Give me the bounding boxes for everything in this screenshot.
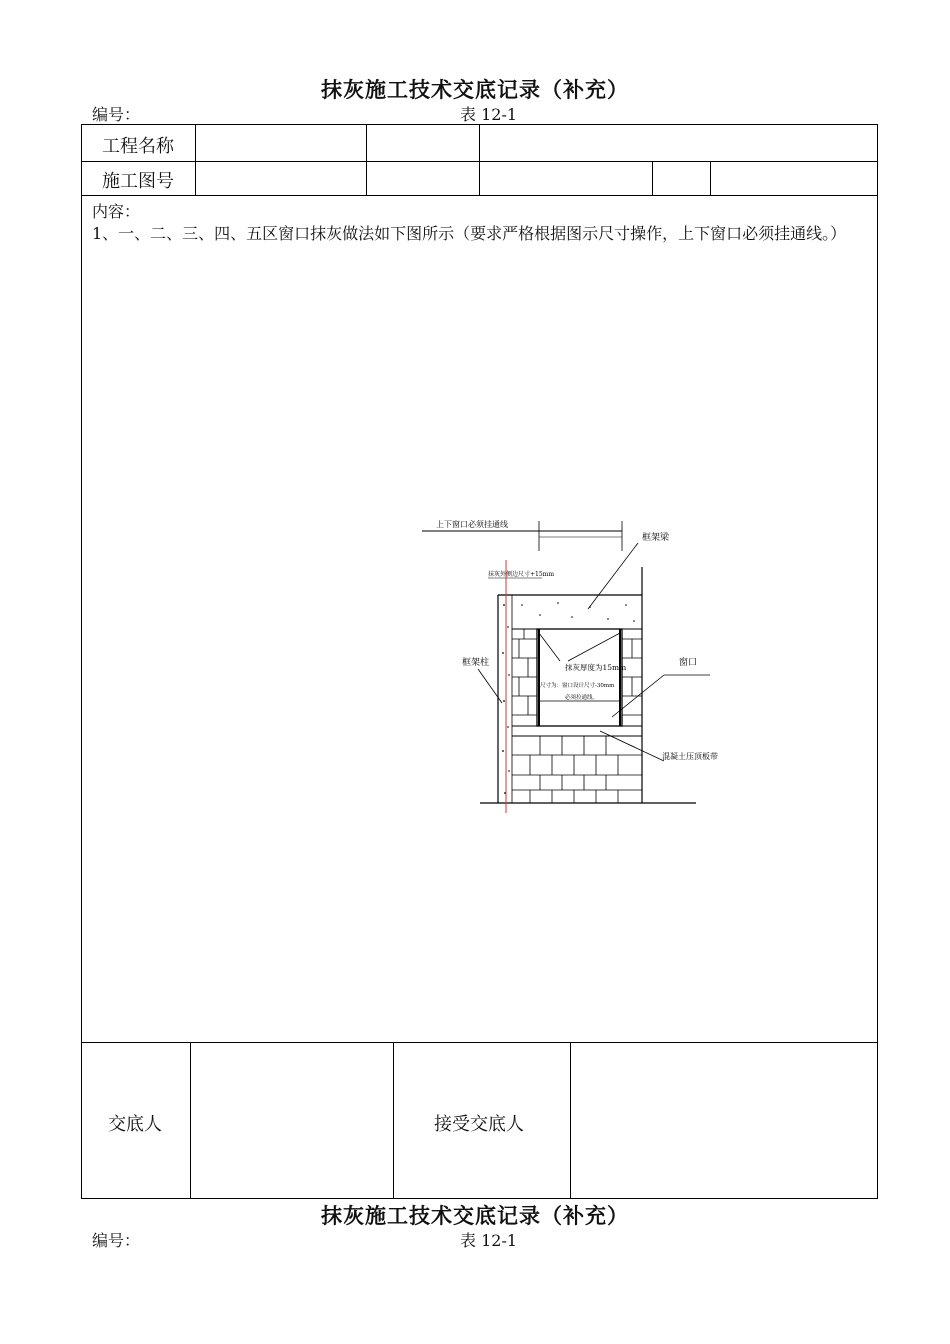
column-divider bbox=[652, 161, 653, 195]
row-divider bbox=[82, 195, 877, 196]
label-band: 混凝土压顶板带 bbox=[662, 752, 718, 761]
drawing-number-label: 施工图号 bbox=[102, 171, 174, 192]
concrete-beam bbox=[521, 602, 635, 622]
window-opening bbox=[537, 629, 622, 726]
column-divider bbox=[195, 125, 196, 195]
note-size-line1: 尺寸为：窗口设计尺寸-30mm bbox=[540, 683, 615, 689]
label-beam: 框架梁 bbox=[642, 533, 670, 543]
footer-table-number: 表 12-1 bbox=[460, 1231, 518, 1250]
note-dimension: 抹灰外侧边尺寸+15mm bbox=[488, 571, 555, 578]
note-top: 上下窗口必须挂通线 bbox=[436, 520, 508, 529]
signature-divider bbox=[82, 1042, 877, 1043]
label-column: 框架柱 bbox=[462, 658, 490, 668]
column-divider bbox=[366, 125, 367, 195]
project-name-label: 工程名称 bbox=[102, 136, 174, 157]
table-number: 表 12-1 bbox=[460, 105, 518, 124]
note-size-line2: 必须拉通线。 bbox=[565, 695, 599, 701]
column-divider bbox=[479, 125, 480, 195]
page-title: 抹灰施工技术交底记录（补充） bbox=[321, 77, 629, 102]
leader-line bbox=[588, 543, 638, 609]
column-divider bbox=[393, 1042, 394, 1198]
window-plaster-diagram bbox=[400, 505, 730, 825]
column-divider bbox=[570, 1042, 571, 1198]
column-divider bbox=[190, 1042, 191, 1198]
label-window: 窗口 bbox=[679, 658, 698, 668]
serial-number-label: 编号： bbox=[92, 105, 141, 124]
receiver-label: 接受交底人 bbox=[434, 1114, 524, 1135]
footer-page-title: 抹灰施工技术交底记录（补充） bbox=[321, 1203, 629, 1228]
label-plaster: 抹灰厚度为15mm bbox=[565, 663, 627, 672]
footer-serial-number-label: 编号： bbox=[92, 1231, 141, 1250]
discloser-label: 交底人 bbox=[108, 1114, 162, 1135]
column-divider bbox=[710, 161, 711, 195]
content-paragraph: 1、一、二、三、四、五区窗口抹灰做法如下图所示（要求严格根据图示尺寸操作，上下窗口必须挂通线。） bbox=[92, 224, 847, 243]
content-label: 内容： bbox=[92, 202, 141, 221]
